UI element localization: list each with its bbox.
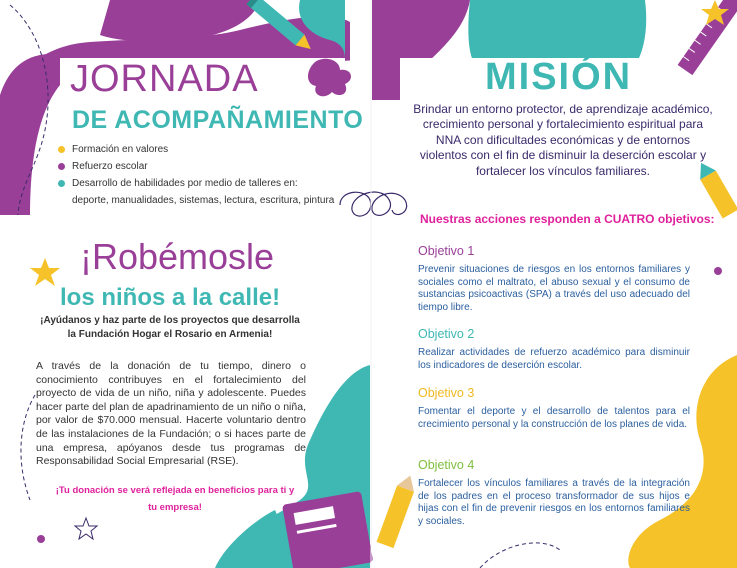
yellow-blob-bottom-right <box>628 355 737 568</box>
objective-2-label: Objetivo 2 <box>418 327 475 341</box>
pencil-illustration-bottom <box>377 472 419 548</box>
objective-1-text: Prevenir situaciones de riesgos en los entornos familiares y sociales como el maltrato, el abuso sexual y el consumo de sustancias psicoactivas (SPA) a través del uso adecuado del tiempo libre. <box>418 264 690 313</box>
list-item-text: deporte, manualidades, sistemas, lectura, escritura, pintura <box>72 195 335 206</box>
title-acompanamiento: DE ACOMPAÑAMIENTO <box>72 106 364 134</box>
list-item <box>58 141 334 158</box>
objective-4-label: Objetivo 4 <box>418 458 475 472</box>
headline-ninos-calle: los niños a la calle! <box>60 284 281 311</box>
purple-blob-top-right-inner <box>372 60 400 100</box>
star-outline-bottom <box>75 518 97 539</box>
list-item-text: Desarrollo de habilidades por medio de talleres en: <box>72 178 298 189</box>
title-mision: MISIÓN <box>485 56 633 98</box>
star-yellow-left <box>30 258 60 286</box>
services-list <box>58 141 334 209</box>
list-item-text: Refuerzo escolar <box>72 161 148 172</box>
purple-dot-left <box>37 535 45 543</box>
objective-1-label: Objetivo 1 <box>418 244 475 258</box>
objective-4-text: Fortalecer los vínculos familiares a través de la integración de los padres en el proceso transformador de sus hijos e hijas con el fin de prevenir riesgos en los entornos familiares y sociales. <box>418 478 690 527</box>
list-item-continuation <box>58 192 334 209</box>
list-item-text: Formación en valores <box>72 144 169 155</box>
bullet-dot-teal <box>58 180 65 187</box>
title-jornada: JORNADA <box>70 58 259 100</box>
mission-statement: Brindar un entorno protector, de aprendizaje académico, crecimiento personal y fortalecimiento espiritual para NNA con dificultades económicas y de entornos violentos con el fin de disminuir la deserción escolar y fortalecer los vínculos familiares. <box>413 102 713 178</box>
headline-robemosle: ¡Robémosle <box>80 236 275 277</box>
objective-3-label: Objetivo 3 <box>418 386 475 400</box>
purple-dot-right <box>714 267 722 275</box>
list-item <box>58 158 334 175</box>
list-item <box>58 175 334 192</box>
objective-3-text: Fomentar el deporte y el desarrollo de talentos para el crecimiento personal y la construcción de los planes de vida. <box>418 406 690 430</box>
dashed-trail-bottom-right <box>480 543 560 568</box>
donation-note: ¡Tu donación se verá reflejada en beneficios para ti y tu empresa! <box>55 485 295 513</box>
donation-body-text: A través de la donación de tu tiempo, dinero o conocimiento contribuyes en el fortalecimiento del proyecto de vida de un niño, niña y adolescente. Puedes hacer parte del plan de apadrinamiento de un niño o niña, por valor de $70.000 mensual. Hacerte voluntario dentro de las instalaciones de la Fundación; o si haces parte de una empresa, apóyanos desde tus programas de Responsabilidad Social Empresarial (RSE). <box>36 360 306 468</box>
bullet-dot-purple <box>58 163 65 170</box>
dashed-trail-bottom <box>21 395 35 500</box>
bullet-dot-yellow <box>58 146 65 153</box>
actions-heading: Nuestras acciones responden a CUATRO objetivos: <box>420 212 715 226</box>
objective-2-text: Realizar actividades de refuerzo académico para disminuir los indicadores de deserción escolar. <box>418 347 690 371</box>
call-to-action: ¡Ayúdanos y haz parte de los proyectos que desarrolla la Fundación Hogar el Rosario en Armenia! <box>40 315 300 340</box>
